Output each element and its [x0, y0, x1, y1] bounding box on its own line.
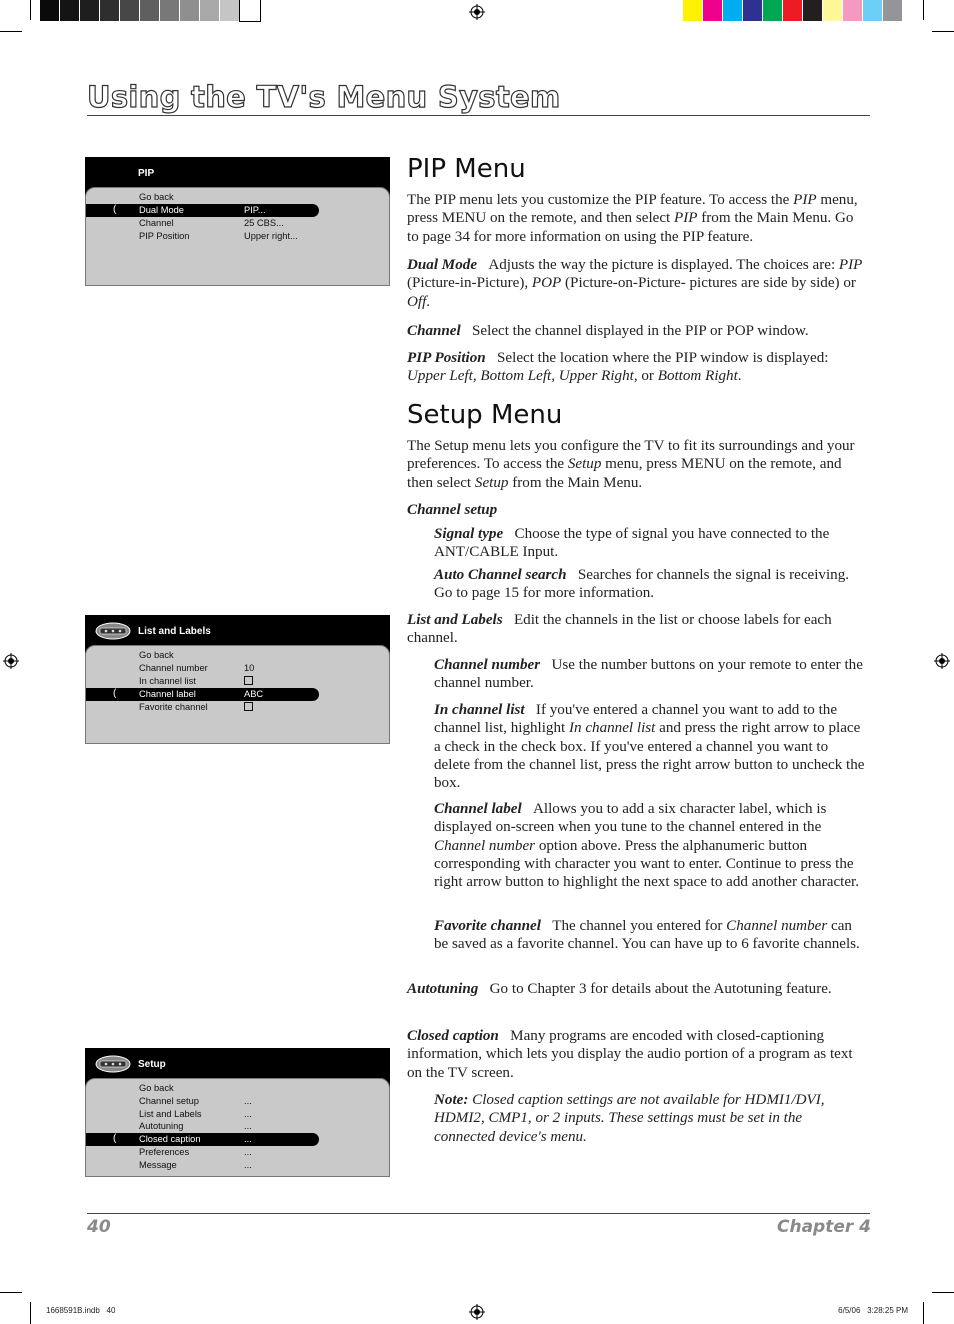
crop-mark	[923, 0, 924, 20]
crop-mark	[932, 31, 954, 32]
menu-row-label: Channel	[139, 218, 174, 228]
registration-mark-icon	[469, 4, 485, 20]
menu-row	[86, 217, 319, 230]
channel-label-paragraph: Channel label Allows you to add a six character label, which is displayed on-screen when you tune to the channel entered in the Channel number option above. Press the alphanumeric button corresponding with character you want to enter. Continue to press the right arrow button to highlight the next space to add another character.	[434, 801, 860, 891]
remote-control-icon	[94, 1053, 132, 1075]
color-swatch	[783, 0, 803, 21]
color-swatch	[180, 0, 200, 21]
list-and-labels-paragraph: List and Labels Edit the channels in the list or choose labels for each channel.	[407, 612, 832, 647]
header-rule	[87, 115, 870, 116]
slug-file: 1668591B.indb 40	[46, 1306, 116, 1315]
menu-row-label: Go back	[139, 192, 174, 202]
menu-row-label: PIP Position	[139, 231, 190, 241]
menu-header	[85, 1048, 390, 1078]
menu-row-value: ...	[244, 1147, 252, 1157]
menu-row-value: 10	[244, 663, 255, 673]
menu-row-label: Closed caption	[139, 1134, 201, 1144]
menu-row-selected	[86, 204, 319, 217]
menu-title: PIP	[138, 168, 155, 179]
favorite-channel-paragraph: Favorite channel The channel you entered for Channel number can be saved as a favorite channel. You can have up to 6 favorite channels.	[434, 918, 860, 953]
menu-row-label: Channel label	[139, 689, 196, 699]
menu-row-label: In channel list	[139, 676, 196, 686]
setup-menu-heading: Setup Menu	[407, 400, 563, 430]
color-swatch	[763, 0, 783, 21]
cursor-icon: (	[113, 1133, 117, 1144]
color-swatch	[683, 0, 703, 21]
registration-mark-icon	[469, 1304, 485, 1320]
color-swatch	[803, 0, 823, 21]
menu-row-label: Channel number	[139, 663, 208, 673]
chapter-label: Chapter 4	[776, 1217, 871, 1237]
menu-row-value: ...	[244, 1109, 252, 1119]
crop-mark	[0, 1292, 22, 1293]
note-paragraph: Note: Closed caption settings are not available for HDMI1/DVI, HDMI2, CMP1, or 2 inputs. These settings must be set in the connected device's menu.	[434, 1092, 825, 1145]
auto-channel-search-paragraph: Auto Channel search Searches for channels the signal is receiving. Go to page 15 for more information.	[434, 567, 850, 602]
menu-row-selected	[86, 1133, 319, 1146]
in-channel-list-paragraph: In channel list If you've entered a channel you want to add to the channel list, highlight In channel list and press the right arrow to place a check in the check box. If you've entered a channel you want to delete from the channel list, press the right arrow button to uncheck the box.	[434, 702, 865, 792]
process-color-bar	[683, 0, 903, 21]
menu-row-label: List and Labels	[139, 1109, 202, 1119]
dual-mode-paragraph: Dual Mode Adjusts the way the picture is displayed. The choices are: PIP (Picture-in-Picture), POP (Picture-on-Picture- pictures are side by side) or Off.	[407, 257, 863, 310]
menu-row	[86, 1082, 319, 1095]
color-swatch	[120, 0, 140, 21]
menu-row-label: Message	[139, 1160, 177, 1170]
color-swatch	[200, 0, 220, 21]
menu-title: List and Labels	[138, 626, 211, 637]
signal-type-paragraph: Signal type Choose the type of signal you have connected to the ANT/CABLE Input.	[434, 526, 830, 561]
menu-row-value: ...	[244, 1160, 252, 1170]
registration-mark-icon	[934, 653, 950, 669]
menu-row	[86, 662, 319, 675]
menu-header	[85, 157, 390, 187]
menu-row-value	[244, 676, 253, 687]
menu-row-value: ...	[244, 1121, 252, 1131]
page-title: Using the TV's Menu System	[87, 80, 561, 114]
crop-mark	[30, 1302, 31, 1324]
color-swatch	[743, 0, 763, 21]
menu-row	[86, 701, 319, 714]
menu-row	[86, 675, 319, 688]
color-swatch	[883, 0, 903, 21]
crop-mark	[932, 1292, 954, 1293]
crop-mark	[0, 31, 22, 32]
grayscale-color-bar	[40, 0, 260, 21]
cursor-icon: (	[113, 688, 117, 699]
color-swatch	[60, 0, 80, 21]
menu-row-label: Favorite channel	[139, 702, 208, 712]
crop-mark	[923, 1302, 924, 1324]
autotuning-paragraph: Autotuning Go to Chapter 3 for details about the Autotuning feature.	[407, 981, 832, 997]
pip-position-paragraph: PIP Position Select the location where the PIP window is displayed: Upper Left, Bottom Left, Upper Right, or Bottom Right.	[407, 350, 829, 385]
color-swatch	[240, 0, 260, 21]
menu-row	[86, 649, 319, 662]
color-swatch	[823, 0, 843, 21]
pip-menu-heading: PIP Menu	[407, 154, 526, 184]
color-swatch	[160, 0, 180, 21]
slug-date: 6/5/06 3:28:25 PM	[838, 1306, 908, 1315]
menu-row-label: Channel setup	[139, 1096, 199, 1106]
channel-paragraph: Channel Select the channel displayed in the PIP or POP window.	[407, 323, 809, 339]
color-swatch	[843, 0, 863, 21]
menu-row-label: Autotuning	[139, 1121, 184, 1131]
menu-body	[85, 1078, 390, 1177]
menu-body	[85, 645, 390, 744]
pip-menu-screen	[85, 157, 390, 286]
list-labels-menu-screen	[85, 615, 390, 744]
remote-control-icon	[94, 620, 132, 642]
footer-rule	[87, 1213, 870, 1214]
menu-row-value	[244, 702, 253, 713]
menu-row-label: Go back	[139, 1083, 174, 1093]
setup-menu-screen	[85, 1048, 390, 1177]
menu-row	[86, 230, 319, 243]
page-number: 40	[87, 1217, 111, 1237]
registration-mark-icon	[3, 653, 19, 669]
color-swatch	[703, 0, 723, 21]
color-swatch	[220, 0, 240, 21]
color-swatch	[140, 0, 160, 21]
menu-row-value: ABC	[244, 689, 264, 699]
menu-row	[86, 1146, 319, 1159]
menu-body	[85, 187, 390, 286]
channel-setup-heading: Channel setup	[407, 502, 498, 518]
checkbox-icon	[244, 702, 253, 711]
checkbox-icon	[244, 676, 253, 685]
setup-intro-paragraph: The Setup menu lets you configure the TV to fit its surroundings and your preferences. To access the Setup menu, press MENU on the remote, and then select Setup from the Main Menu.	[407, 438, 855, 491]
closed-caption-paragraph: Closed caption Many programs are encoded with closed-captioning information, which lets you display the audio portion of a program as text on the TV screen.	[407, 1028, 853, 1081]
cursor-icon: (	[113, 204, 117, 215]
menu-row-value: 25 CBS...	[244, 218, 284, 228]
color-swatch	[723, 0, 743, 21]
menu-row	[86, 1159, 319, 1172]
color-swatch	[863, 0, 883, 21]
menu-row-label: Dual Mode	[139, 205, 184, 215]
menu-row	[86, 191, 319, 204]
color-swatch	[40, 0, 60, 21]
menu-row-value: Upper right...	[244, 231, 298, 241]
channel-number-paragraph: Channel number Use the number buttons on your remote to enter the channel number.	[434, 657, 863, 692]
menu-title: Setup	[138, 1059, 166, 1070]
menu-row-value: ...	[244, 1134, 252, 1144]
menu-row	[86, 1120, 319, 1133]
menu-row-label: Go back	[139, 650, 174, 660]
color-swatch	[100, 0, 120, 21]
pip-intro-paragraph: The PIP menu lets you customize the PIP feature. To access the PIP menu, press MENU on the remote, and then select PIP from the Main Menu. Go to page 34 for more information on using the PIP feature.	[407, 192, 858, 245]
crop-mark	[30, 0, 31, 20]
menu-row-value: ...	[244, 1096, 252, 1106]
menu-header	[85, 615, 390, 645]
menu-row	[86, 1095, 319, 1108]
menu-row-value: PIP...	[244, 205, 266, 215]
color-swatch	[80, 0, 100, 21]
menu-row-label: Preferences	[139, 1147, 190, 1157]
menu-row-selected	[86, 688, 319, 701]
